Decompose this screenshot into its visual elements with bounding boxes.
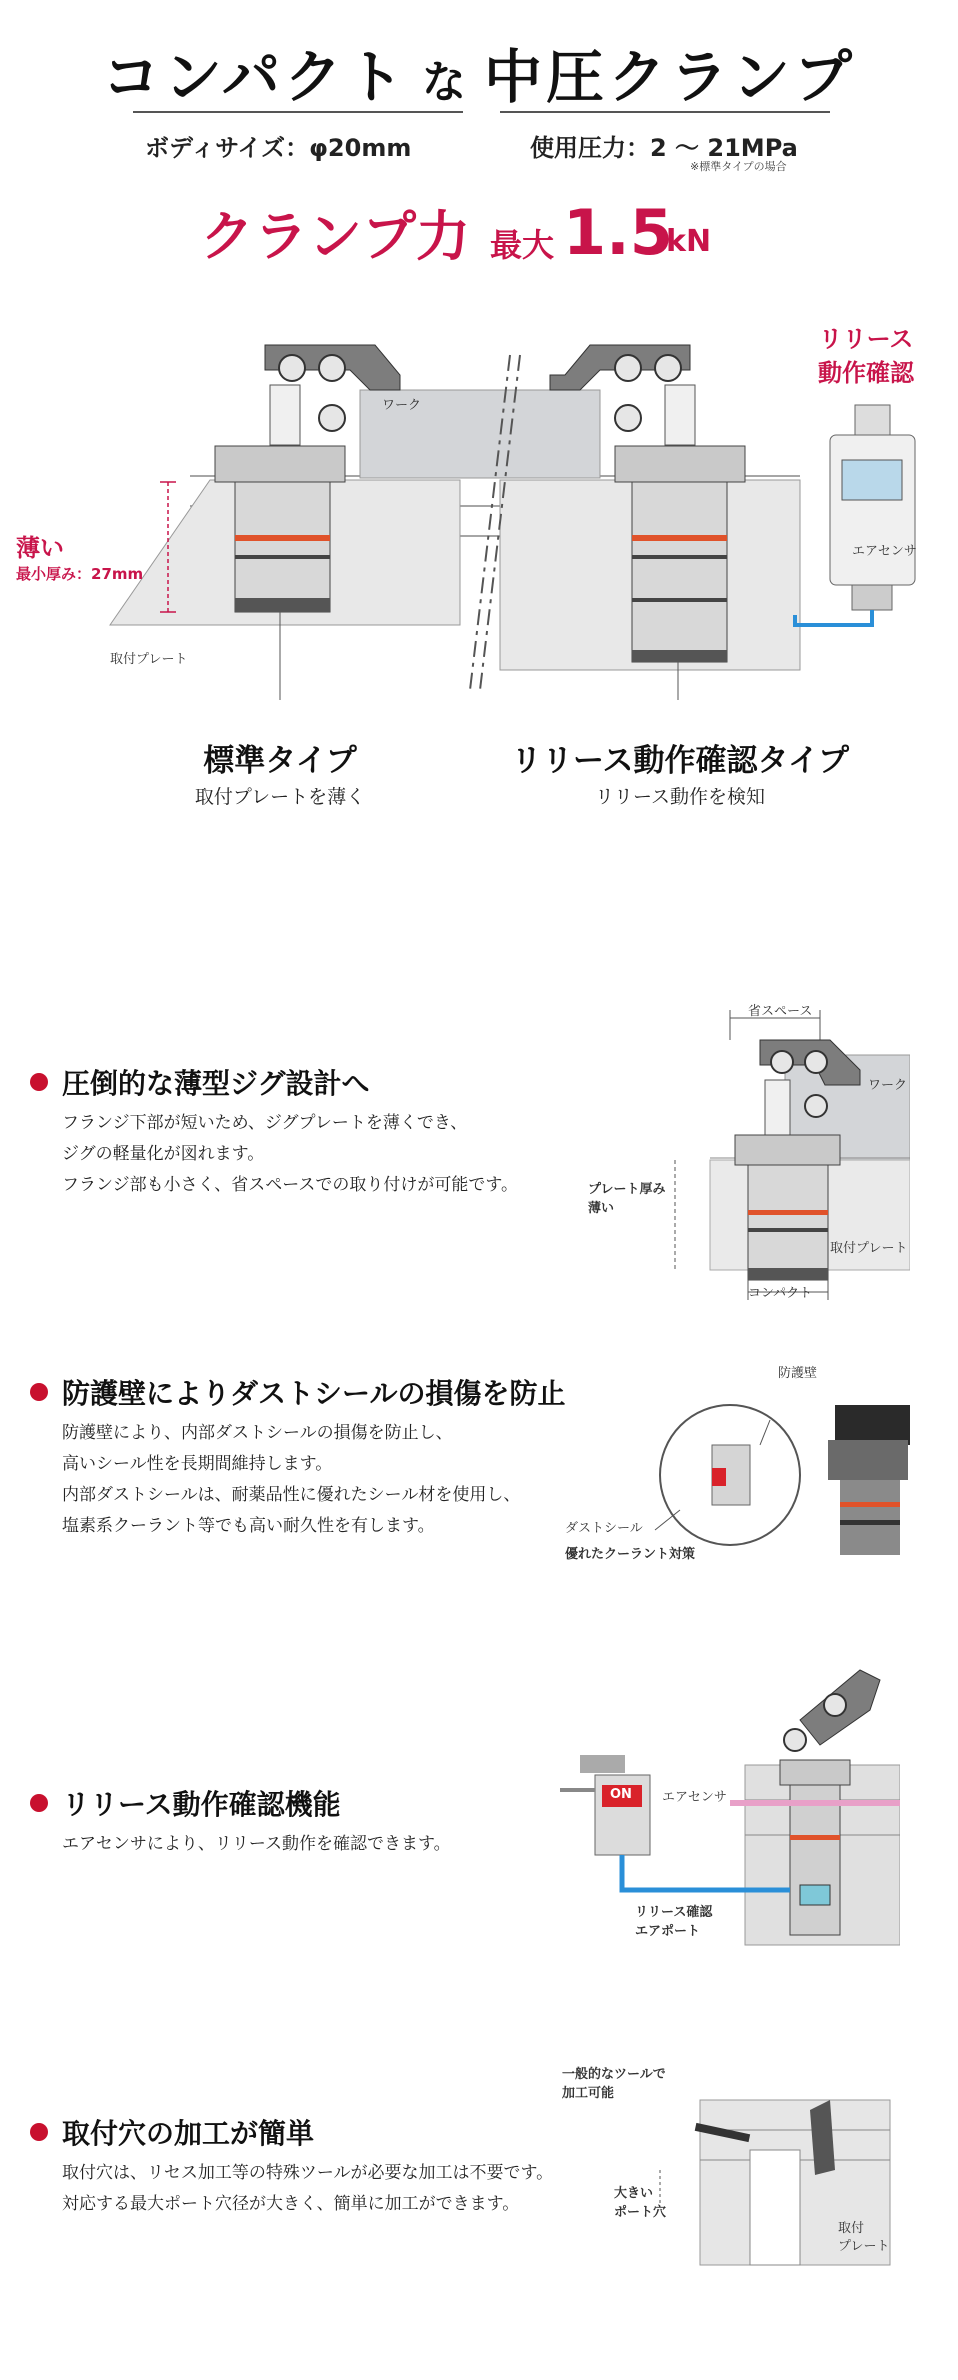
release-port-line1: リリース確認 — [635, 1905, 713, 1920]
release-check-title-line1: リリース — [818, 325, 914, 353]
section2-line: 内部ダストシールは、耐薬品性に優れたシール材を使用し、 — [62, 1485, 521, 1505]
clamp-force-label: クランプ力 — [200, 205, 470, 268]
pressure-spec: 使用圧力：2 〜 21MPa — [530, 134, 798, 162]
section1-line: フランジ部も小さく、省スペースでの取り付けが可能です。 — [62, 1175, 519, 1195]
section1-diagram — [570, 1010, 910, 1300]
coolant-label: 優れたクーラント対策 — [565, 1547, 696, 1562]
plate-thickness-line1: プレート厚み — [588, 1182, 666, 1197]
pressure-note: ※標準タイプの場合 — [690, 160, 787, 173]
section4-plate-label — [838, 2220, 889, 2256]
section1-plate-label: 取付プレート — [830, 1241, 908, 1256]
large-port-line1: 大きい — [614, 2186, 654, 2201]
air-sensor-label: エアセンサ — [852, 544, 917, 559]
sensor-on-indicator: ON — [610, 1787, 632, 1802]
release-port-label — [635, 1903, 712, 1941]
section3-body — [62, 1829, 451, 1860]
general-tool-line1: 一般的なツールで — [562, 2067, 666, 2082]
mounting-plate-label: 取付プレート — [110, 652, 188, 667]
release-check-title-line2: 動作確認 — [818, 359, 914, 387]
page-title — [0, 30, 958, 114]
general-tool-label — [562, 2065, 666, 2103]
title-part-clamp: 中圧クランプ — [483, 43, 856, 111]
plate-thickness-line2: 薄い — [588, 1201, 615, 1216]
general-tool-line2: 加工可能 — [562, 2086, 615, 2101]
dust-seal-label: ダストシール — [565, 1521, 643, 1536]
section3-sensor-label: エアセンサ — [662, 1790, 727, 1805]
clamp-force-unit: kN — [666, 224, 712, 259]
section4-heading: 取付穴の加工が簡単 — [62, 2117, 315, 2150]
clamp-force-max: 最大 — [490, 226, 555, 264]
section2-body — [62, 1418, 520, 1542]
release-port-line2: エアポート — [635, 1924, 701, 1939]
section1-line: ジグの軽量化が図れます。 — [62, 1144, 265, 1164]
section1-line: フランジ下部が短いため、ジグプレートを薄くでき、 — [62, 1113, 468, 1133]
release-type-desc: リリース動作を検知 — [594, 786, 766, 808]
divider-right — [500, 111, 830, 113]
section4-plate-line2: プレート — [838, 2239, 890, 2254]
section3-line: エアセンサにより、リリース動作を確認できます。 — [62, 1834, 451, 1854]
work-label: ワーク — [382, 398, 422, 413]
section3-bullet — [30, 1794, 48, 1812]
release-type-caption: リリース動作確認タイプ — [511, 743, 849, 779]
section2-line: 塩素系クーラント等でも高い耐久性を有します。 — [62, 1516, 435, 1536]
large-port-line2: ポート穴 — [614, 2205, 667, 2220]
air-sensor-drawing — [830, 405, 915, 610]
section2-bullet — [30, 1383, 48, 1401]
main-clamp-diagram — [0, 300, 958, 700]
section4-body — [62, 2158, 553, 2220]
standard-type-caption: 標準タイプ — [203, 743, 357, 779]
min-thickness-label: 最小厚み：27mm — [16, 565, 144, 583]
title-part-compact: コンパクト — [102, 43, 408, 111]
section1-bullet — [30, 1073, 48, 1091]
divider-left — [133, 111, 463, 113]
protective-wall-label: 防護壁 — [778, 1366, 818, 1381]
section2-line: 高いシール性を長期間維持します。 — [62, 1454, 333, 1474]
section4-plate-line1: 取付 — [838, 2221, 865, 2236]
plate-thickness-label — [588, 1180, 665, 1218]
section1-body — [62, 1108, 518, 1201]
section4-line: 対応する最大ポート穴径が大きく、簡単に加工ができます。 — [62, 2194, 520, 2214]
clamp-force-value: 1.5 — [563, 196, 673, 269]
standard-type-desc: 取付プレートを薄く — [194, 786, 366, 808]
section1-heading: 圧倒的な薄型ジグ設計へ — [62, 1067, 370, 1100]
body-size-spec: ボディサイズ：φ20mm — [145, 134, 412, 162]
section2-heading: 防護壁によりダストシールの損傷を防止 — [62, 1377, 566, 1410]
section4-bullet — [30, 2123, 48, 2141]
section3-heading: リリース動作確認機能 — [62, 1788, 341, 1821]
release-check-title — [818, 322, 914, 390]
section1-work-label: ワーク — [868, 1078, 908, 1093]
thin-label: 薄い — [16, 534, 64, 562]
section4-line: 取付穴は、リセス加工等の特殊ツールが必要な加工は不要です。 — [62, 2163, 554, 2183]
space-saving-label: 省スペース — [748, 1004, 813, 1019]
large-port-label — [614, 2184, 666, 2222]
title-part-na: な — [421, 57, 470, 108]
compact-label: コンパクト — [748, 1286, 813, 1301]
section2-line: 防護壁により、内部ダストシールの損傷を防止し、 — [62, 1423, 453, 1443]
